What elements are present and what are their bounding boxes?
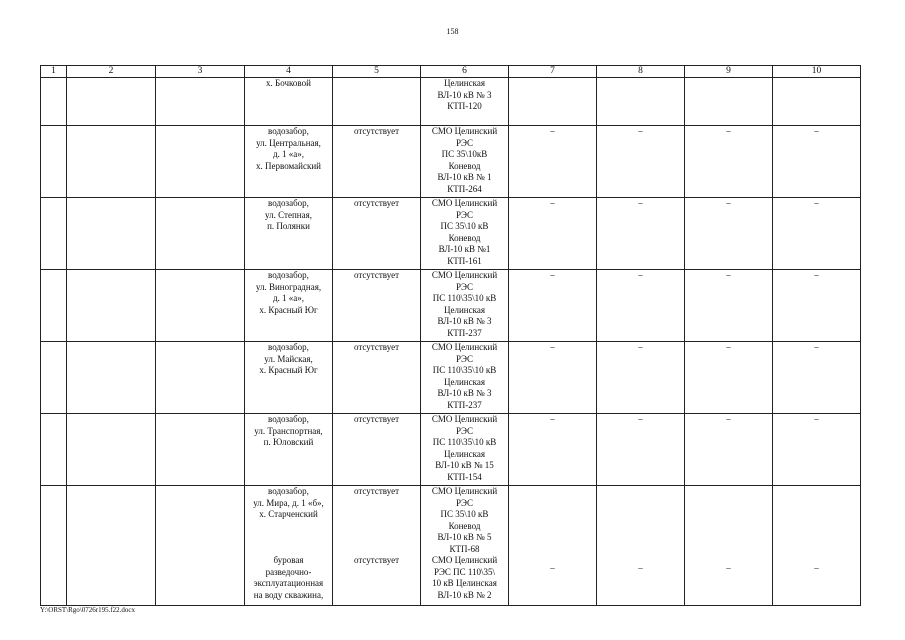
power-source-line: Целинская <box>444 376 485 387</box>
cell-col7 <box>509 126 597 198</box>
cell-col10 <box>773 414 861 486</box>
cell-col7 <box>509 486 597 606</box>
address-line: буровая <box>273 555 304 565</box>
power-source-line: РЭС <box>456 425 473 436</box>
cell-col9 <box>685 270 773 342</box>
cell-object-address <box>245 270 333 342</box>
address-line: х. Бочковой <box>266 78 311 88</box>
cell-status <box>333 486 421 606</box>
address-line: водозабор, <box>268 198 309 208</box>
power-source-line: РЭС <box>456 497 473 508</box>
dash-value: – <box>550 414 555 424</box>
dash-value: – <box>814 126 819 136</box>
cell-col2 <box>67 126 156 198</box>
cell-object-address <box>245 486 333 606</box>
address-line: ул. Мира, д. 1 «б», <box>253 497 324 508</box>
cell-col1 <box>41 126 67 198</box>
cell-col8 <box>597 126 685 198</box>
address-line: водозабор, <box>268 342 309 352</box>
column-header-3: 3 <box>156 66 245 78</box>
dash-value: – <box>550 563 555 573</box>
cell-object-address <box>245 126 333 198</box>
dash-value: – <box>726 126 731 136</box>
dash-value: – <box>814 414 819 424</box>
cell-col9 <box>685 126 773 198</box>
address-line: разведочно- <box>265 566 312 577</box>
power-source-line: КТП-154 <box>447 471 482 482</box>
address-line: ул. Майская, <box>264 353 313 364</box>
dash-value: – <box>550 198 555 208</box>
cell-status <box>333 126 421 198</box>
cell-col8 <box>597 342 685 414</box>
power-source-line: СМО Целинский <box>431 342 498 352</box>
address-line <box>247 532 330 544</box>
power-source-line: РЭС <box>456 281 473 292</box>
cell-col3 <box>156 198 245 270</box>
column-header-4: 4 <box>245 66 333 78</box>
cell-status <box>333 342 421 414</box>
cell-col8 <box>597 486 685 606</box>
cell-object-address <box>245 78 333 126</box>
dash-value: – <box>814 270 819 280</box>
dash-value: – <box>726 414 731 424</box>
table-row <box>41 270 861 342</box>
address-line: х. Красный Юг <box>259 304 318 315</box>
address-line: х. Красный Юг <box>259 365 318 375</box>
cell-status <box>333 198 421 270</box>
power-source-line: 10 кВ Целинская <box>432 578 497 588</box>
power-source-line: РЭС <box>456 137 473 148</box>
cell-col3 <box>156 342 245 414</box>
cell-col2 <box>67 198 156 270</box>
power-source-line: ПС 110\35\10 кВ <box>432 437 497 447</box>
address-line: д. 1 «а», <box>272 293 305 303</box>
spacer <box>335 509 418 521</box>
cell-power-source <box>421 414 509 486</box>
dash-value: – <box>638 270 643 280</box>
cell-col10 <box>773 270 861 342</box>
column-header-6: 6 <box>421 66 509 78</box>
cell-col8 <box>597 78 685 126</box>
document-table <box>40 65 861 606</box>
spacer <box>335 521 418 533</box>
power-source-line: ВЛ-10 кВ № 3 <box>437 316 492 326</box>
cell-col7 <box>509 198 597 270</box>
power-source-line: СМО Целинский <box>431 198 498 208</box>
power-source-line: Целинская <box>444 78 485 88</box>
address-line: эксплуатационная <box>253 578 324 588</box>
cell-object-address <box>245 198 333 270</box>
cell-power-source <box>421 78 509 126</box>
status-text: отсутствует <box>353 555 400 565</box>
status-text: отсутствует <box>353 342 400 352</box>
cell-status <box>333 414 421 486</box>
cell-col8 <box>597 270 685 342</box>
power-source-line: КТП-161 <box>447 255 482 266</box>
cell-col2 <box>67 342 156 414</box>
dash-value: – <box>638 563 643 573</box>
cell-col2 <box>67 414 156 486</box>
dash-value <box>687 78 770 90</box>
cell-object-address <box>245 414 333 486</box>
address-line: х. Первомайский <box>256 160 321 171</box>
dash-value: – <box>638 198 643 208</box>
dash-value: – <box>814 198 819 208</box>
dash-value: – <box>550 342 555 352</box>
dash-value <box>775 78 858 90</box>
dash-value: – <box>638 342 643 352</box>
power-source-line: КТП-120 <box>447 101 482 111</box>
dash-value: – <box>550 270 555 280</box>
power-source-line: Целинская <box>444 448 485 459</box>
power-source-line: ВЛ-10 кВ № 2 <box>437 589 492 600</box>
power-source-line: ВЛ-10 кВ № 5 <box>437 532 492 542</box>
column-header-5: 5 <box>333 66 421 78</box>
power-source-line: Коневод <box>448 520 481 531</box>
address-line: ул. Виноградная, <box>255 281 322 292</box>
spacer <box>335 498 418 510</box>
power-source-line: РЭС <box>456 353 473 364</box>
power-source-line: Коневод <box>448 160 481 171</box>
column-header-1: 1 <box>41 66 67 78</box>
status-text: отсутствует <box>353 414 400 424</box>
cell-col1 <box>41 486 67 606</box>
cell-col7 <box>509 270 597 342</box>
power-source-line: ПС 110\35\10 кВ <box>432 365 497 375</box>
status-text: отсутствует <box>353 198 400 208</box>
column-header-8: 8 <box>597 66 685 78</box>
cell-col3 <box>156 126 245 198</box>
address-line: п. Полянки <box>267 221 310 231</box>
cell-col1 <box>41 198 67 270</box>
dash-value: – <box>726 342 731 352</box>
power-source-line: Целинская <box>444 304 485 315</box>
power-source-line: ВЛ-10 кВ №1 <box>438 244 491 254</box>
cell-col1 <box>41 342 67 414</box>
power-source-line: КТП-237 <box>447 399 482 410</box>
dash-value: – <box>550 126 555 136</box>
column-header-2: 2 <box>67 66 156 78</box>
address-line: ул. Степная, <box>265 209 312 220</box>
status-text: отсутствует <box>353 270 400 280</box>
power-source-line: Коневод <box>448 232 481 243</box>
power-source-line: ПС 110\35\10 кВ <box>432 293 497 303</box>
cell-power-source <box>421 126 509 198</box>
cell-col7 <box>509 78 597 126</box>
status-text: отсутствует <box>353 126 400 136</box>
power-source-line: ПС 35\10 кВ <box>440 221 489 231</box>
cell-col10 <box>773 78 861 126</box>
spacer <box>335 532 418 544</box>
power-source-line: СМО Целинский <box>431 486 498 496</box>
cell-col9 <box>685 78 773 126</box>
cell-col8 <box>597 198 685 270</box>
power-source-line: КТП-68 <box>449 543 480 554</box>
cell-col3 <box>156 414 245 486</box>
power-source-line: КТП-237 <box>447 327 482 338</box>
cell-col10 <box>773 126 861 198</box>
cell-col9 <box>685 486 773 606</box>
table-row <box>41 126 861 198</box>
address-line <box>247 544 330 556</box>
address-line: водозабор, <box>268 126 309 136</box>
cell-col3 <box>156 486 245 606</box>
cell-col9 <box>685 342 773 414</box>
cell-col9 <box>685 198 773 270</box>
cell-col9 <box>685 414 773 486</box>
address-line <box>247 521 330 533</box>
footer-file-path: Y:\ORST\Rgo\0726r195.f22.docx <box>40 606 136 614</box>
dash-value: – <box>726 198 731 208</box>
cell-power-source <box>421 342 509 414</box>
cell-col7 <box>509 342 597 414</box>
address-line: ул. Транспортная, <box>254 425 323 436</box>
dash-value: – <box>814 342 819 352</box>
address-line: водозабор, <box>268 270 309 280</box>
cell-status <box>333 78 421 126</box>
header-row <box>41 66 861 78</box>
address-line: водозабор, <box>268 486 309 496</box>
cell-col10 <box>773 342 861 414</box>
power-source-line: ПС 35\10кВ <box>441 149 488 159</box>
address-line: п. Юловский <box>263 437 314 447</box>
address-line: х. Старченский <box>259 509 318 519</box>
power-source-line: ВЛ-10 кВ № 1 <box>437 172 492 182</box>
table-row <box>41 486 861 606</box>
dash-value <box>599 78 682 90</box>
power-source-line: КТП-264 <box>447 183 482 194</box>
dash-value <box>511 78 594 90</box>
power-source-line: СМО Целинский <box>431 414 498 424</box>
cell-col1 <box>41 270 67 342</box>
table-row <box>41 414 861 486</box>
cell-col1 <box>41 78 67 126</box>
cell-status <box>333 270 421 342</box>
cell-col1 <box>41 414 67 486</box>
cell-col2 <box>67 486 156 606</box>
status-text <box>335 78 418 90</box>
cell-col7 <box>509 414 597 486</box>
power-source-line: СМО Целинский <box>431 555 498 565</box>
table-row <box>41 78 861 126</box>
address-line: ул. Центральная, <box>256 137 321 148</box>
cell-col3 <box>156 78 245 126</box>
cell-object-address <box>245 342 333 414</box>
spacer <box>335 544 418 556</box>
page-number: 158 <box>446 27 459 36</box>
power-source-line: СМО Целинский <box>431 126 498 136</box>
cell-col10 <box>773 198 861 270</box>
cell-col3 <box>156 270 245 342</box>
address-line: на воду скважина, <box>253 589 324 600</box>
dash-value: – <box>814 563 819 573</box>
cell-power-source <box>421 486 509 606</box>
column-header-7: 7 <box>509 66 597 78</box>
cell-col8 <box>597 414 685 486</box>
dash-value: – <box>638 126 643 136</box>
status-text: отсутствует <box>353 486 400 496</box>
cell-col2 <box>67 78 156 126</box>
table-body <box>41 78 861 606</box>
power-source-line: ВЛ-10 кВ № 15 <box>435 460 494 470</box>
cell-power-source <box>421 198 509 270</box>
power-source-line: ПС 35\10 кВ <box>440 509 489 519</box>
column-header-9: 9 <box>685 66 773 78</box>
power-source-line: РЭС <box>456 209 473 220</box>
power-source-line: РЭС ПС 110\35\ <box>433 566 496 577</box>
cell-col2 <box>67 270 156 342</box>
power-source-line: СМО Целинский <box>431 270 498 280</box>
cell-col10 <box>773 486 861 606</box>
column-header-10: 10 <box>773 66 861 78</box>
table-row <box>41 342 861 414</box>
dash-value: – <box>726 563 731 573</box>
dash-value: – <box>726 270 731 280</box>
cell-power-source <box>421 270 509 342</box>
power-source-line: ВЛ-10 кВ № 3 <box>437 388 492 398</box>
dash-value: – <box>638 414 643 424</box>
address-line: д. 1 «а», <box>272 149 305 159</box>
table-row <box>41 198 861 270</box>
power-source-line: ВЛ-10 кВ № 3 <box>437 89 492 100</box>
address-line: водозабор, <box>268 414 309 424</box>
